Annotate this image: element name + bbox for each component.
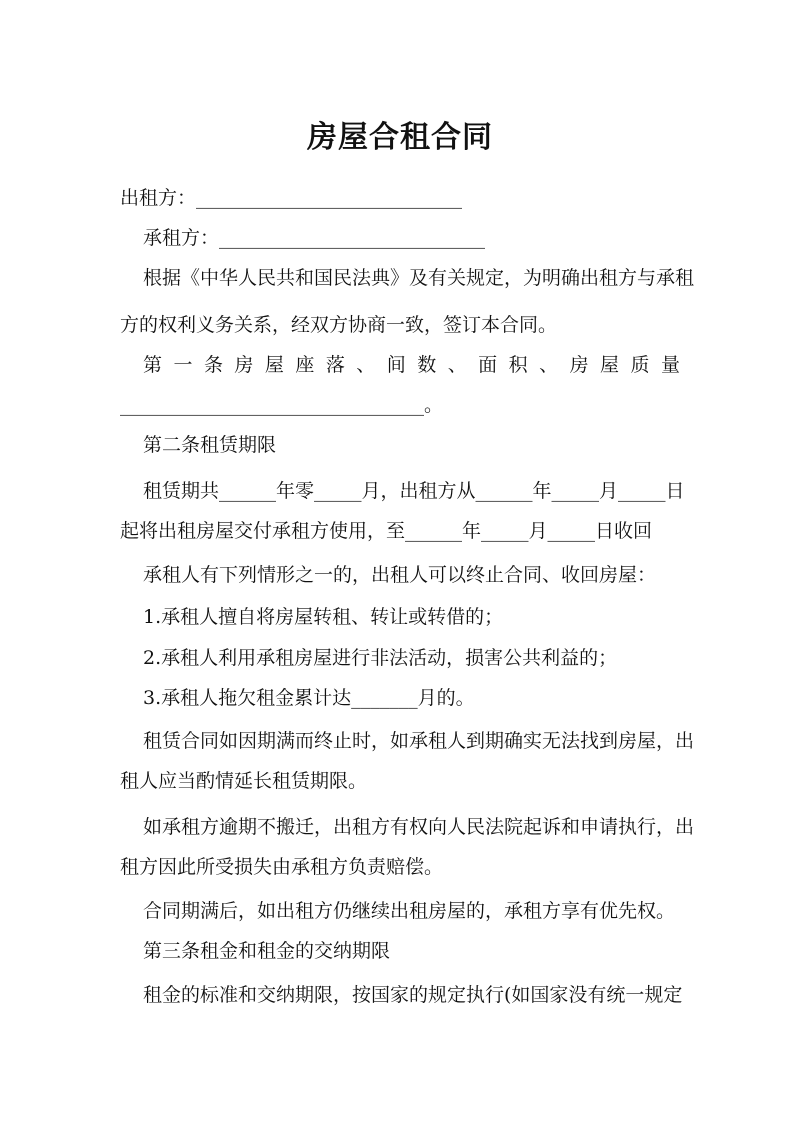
preamble-line-2: 方的权利义务关系，经双方协商一致，签订本合同。 bbox=[120, 314, 558, 336]
preamble-line-1: 根据《中华人民共和国民法典》及有关规定，为明确出租方与承租 bbox=[143, 267, 695, 289]
article-1-heading: 第 一 条 房 屋 座 落 、 间 数 、 面 积 、 房 屋 质 量 bbox=[143, 354, 680, 376]
termination-item-2: 2.承租人利用承租房屋进行非法活动，损害公共利益的； bbox=[143, 647, 618, 669]
lessee-line: 承租方：____________________________ bbox=[143, 227, 486, 249]
eviction-line-1: 如承租方逾期不搬迁，出租方有权向人民法院起诉和申请执行，出 bbox=[143, 816, 695, 838]
expiry-line-1: 租赁合同如因期满而终止时，如承租人到期确实无法找到房屋，出 bbox=[143, 730, 695, 752]
expiry-line-2: 租人应当酌情延长租赁期限。 bbox=[120, 770, 368, 792]
article-3-heading: 第三条租金和租金的交纳期限 bbox=[143, 940, 391, 962]
article-2-heading: 第二条租赁期限 bbox=[143, 434, 277, 456]
rent-line-1: 租金的标准和交纳期限，按国家的规定执行(如国家没有统一规定 bbox=[143, 984, 683, 1006]
termination-item-1: 1.承租人擅自将房屋转租、转让或转借的； bbox=[143, 606, 504, 628]
lease-term-line-2: 起将出租房屋交付承租方使用，至______年_____月_____日收回 bbox=[120, 520, 653, 542]
document-title: 房屋合租合同 bbox=[307, 120, 493, 155]
termination-item-3: 3.承租人拖欠租金累计达_______月的。 bbox=[143, 687, 475, 709]
termination-intro: 承租人有下列情形之一的，出租人可以终止合同、收回房屋： bbox=[143, 564, 657, 586]
lessor-line: 出租方：____________________________ bbox=[120, 187, 463, 209]
eviction-line-2: 租方因此所受损失由承租方负责赔偿。 bbox=[120, 856, 444, 878]
lease-term-line-1: 租赁期共______年零_____月，出租方从______年_____月_____日 bbox=[143, 480, 685, 502]
priority-line: 合同期满后，如出租方仍继续出租房屋的，承租方享有优先权。 bbox=[143, 900, 676, 922]
article-1-blank: ________________________________。 bbox=[120, 394, 444, 416]
